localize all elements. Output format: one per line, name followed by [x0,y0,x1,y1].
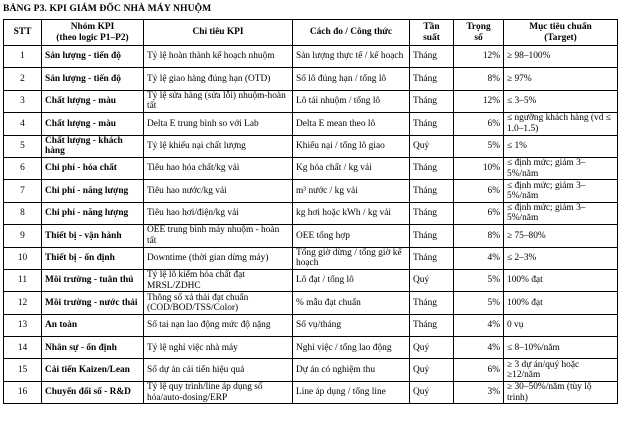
header-stt: STT [4,20,42,46]
cell-method: Nghỉ việc / tổng lao động [293,337,410,359]
cell-target: ≤ 3–5% [504,90,618,112]
cell-weight: 6% [454,180,504,202]
cell-group: Môi trường - tuân thủ [42,269,144,291]
table-row [4,90,618,112]
cell-stt: 9 [4,225,42,247]
table-row [4,337,618,359]
cell-kpi: Tỷ lệ sửa hàng (sửa lỗi) nhuộm-hoàn tất [144,90,293,112]
cell-freq: Tháng [410,90,454,112]
cell-kpi: Tỷ lệ quy trình/line áp dụng số hóa/auto-dosing/ERP [144,381,293,403]
cell-group: Chuyển đổi số - R&D [42,381,144,403]
header-row [4,20,618,46]
cell-freq: Quý [410,381,454,403]
cell-kpi: Tiêu hao nước/kg vải [144,180,293,202]
cell-group: Chi phí - hóa chất [42,157,144,179]
cell-kpi: Tỷ lệ giao hàng đúng hạn (OTD) [144,68,293,90]
cell-group: An toàn [42,314,144,336]
table-row [4,381,618,403]
cell-group: Chi phí - năng lượng [42,202,144,224]
cell-weight: 5% [454,135,504,157]
table-row [4,157,618,179]
cell-kpi: Tiêu hao hơi/điện/kg vải [144,202,293,224]
cell-method: OEE tổng hợp [293,225,410,247]
header-method: Cách đo / Công thức [293,20,410,46]
cell-method: Số vụ/tháng [293,314,410,336]
cell-target: ≤ ngưỡng khách hàng (vd ≤ 1.0–1.5) [504,113,618,135]
cell-weight: 5% [454,269,504,291]
cell-target: 0 vụ [504,314,618,336]
cell-stt: 8 [4,202,42,224]
cell-kpi: Số tai nạn lao động mức độ nặng [144,314,293,336]
cell-group: Sản lượng - tiến độ [42,46,144,68]
cell-method: Lô tái nhuộm / tổng lô [293,90,410,112]
cell-target: ≥ 75–80% [504,225,618,247]
header-target [504,20,618,46]
cell-kpi: Downtime (thời gian dừng máy) [144,247,293,269]
table-row [4,314,618,336]
header-weight-line2: số [474,32,483,43]
cell-freq: Quý [410,337,454,359]
cell-target: 100% đạt [504,292,618,314]
cell-weight: 4% [454,337,504,359]
cell-group: Cải tiến Kaizen/Lean [42,359,144,381]
cell-stt: 11 [4,269,42,291]
cell-freq: Tháng [410,225,454,247]
header-freq-line1: Tần [423,22,440,33]
cell-method: % mẫu đạt chuẩn [293,292,410,314]
table-row [4,225,618,247]
cell-group: Chi phí - năng lượng [42,180,144,202]
cell-freq: Quý [410,269,454,291]
cell-method: Khiếu nại / tổng lô giao [293,135,410,157]
cell-stt: 5 [4,135,42,157]
cell-group: Sản lượng - tiến độ [42,68,144,90]
cell-target: ≤ 2–3% [504,247,618,269]
cell-target: ≤ định mức; giảm 3–5%/năm [504,157,618,179]
header-weight-line1: Trọng [466,22,491,33]
cell-method: Delta E mean theo lô [293,113,410,135]
kpi-table [3,19,618,404]
header-freq [410,20,454,46]
cell-method: Line áp dụng / tổng line [293,381,410,403]
cell-freq: Tháng [410,202,454,224]
cell-weight: 12% [454,46,504,68]
cell-freq: Tháng [410,157,454,179]
table-row [4,247,618,269]
header-group-line1: Nhóm KPI [70,22,115,33]
cell-target: ≥ 98–100% [504,46,618,68]
cell-group: Nhân sự - ổn định [42,337,144,359]
cell-weight: 12% [454,90,504,112]
cell-weight: 4% [454,314,504,336]
cell-target: 100% đạt [504,269,618,291]
cell-method: Dự án có nghiệm thu [293,359,410,381]
cell-group: Chất lượng - màu [42,90,144,112]
cell-freq: Quý [410,135,454,157]
cell-freq: Tháng [410,292,454,314]
cell-method: m³ nước / kg vải [293,180,410,202]
cell-method: Tổng giờ dừng / tổng giờ kế hoạch [293,247,410,269]
cell-kpi: Tỷ lệ nghỉ việc nhà máy [144,337,293,359]
cell-method: Số lô đúng hạn / tổng lô [293,68,410,90]
cell-target: ≥ 3 dự án/quý hoặc ≥12/năm [504,359,618,381]
table-row [4,202,618,224]
cell-target: ≥ 30–50%/năm (tùy lộ trình) [504,381,618,403]
cell-method: Kg hóa chất / kg vải [293,157,410,179]
cell-kpi: OEE trung bình máy nhuộm - hoàn tất [144,225,293,247]
cell-freq: Tháng [410,180,454,202]
table-row [4,292,618,314]
cell-method: Sản lượng thực tế / kế hoạch [293,46,410,68]
cell-freq: Tháng [410,46,454,68]
cell-weight: 6% [454,113,504,135]
cell-stt: 15 [4,359,42,381]
cell-stt: 3 [4,90,42,112]
cell-kpi: Tỷ lệ hoàn thành kế hoạch nhuộm [144,46,293,68]
table-row [4,113,618,135]
cell-weight: 5% [454,292,504,314]
cell-freq: Tháng [410,247,454,269]
header-group [42,20,144,46]
cell-group: Môi trường - nước thải [42,292,144,314]
table-row [4,180,618,202]
cell-weight: 4% [454,247,504,269]
cell-kpi: Số dự án cải tiến hiệu quả [144,359,293,381]
header-target-line2: (Target) [544,32,577,43]
cell-stt: 16 [4,381,42,403]
cell-weight: 3% [454,381,504,403]
cell-group: Chất lượng - khách hàng [42,135,144,157]
cell-kpi: Thông số xả thải đạt chuẩn (COD/BOD/TSS/Color) [144,292,293,314]
cell-stt: 6 [4,157,42,179]
header-weight [454,20,504,46]
cell-freq: Tháng [410,68,454,90]
cell-kpi: Tỷ lệ khiếu nại chất lượng [144,135,293,157]
cell-group: Chất lượng - màu [42,113,144,135]
cell-target: ≤ định mức; giảm 3–5%/năm [504,180,618,202]
cell-group: Thiết bị - vận hành [42,225,144,247]
header-group-line2: (theo logic P1–P2) [56,32,129,43]
cell-target: ≤ 8–10%/năm [504,337,618,359]
cell-target: ≤ 1% [504,135,618,157]
cell-target: ≤ định mức; giảm 3–5%/năm [504,202,618,224]
cell-freq: Tháng [410,314,454,336]
cell-freq: Quý [410,359,454,381]
cell-stt: 7 [4,180,42,202]
cell-weight: 8% [454,68,504,90]
cell-method: Lô đạt / tổng lô [293,269,410,291]
header-kpi: Chỉ tiêu KPI [144,20,293,46]
table-row [4,269,618,291]
cell-kpi: Tỷ lệ lô kiểm hóa chất đạt MRSL/ZDHC [144,269,293,291]
cell-method: kg hơi hoặc kWh / kg vải [293,202,410,224]
table-row [4,135,618,157]
cell-weight: 10% [454,157,504,179]
header-target-line1: Mục tiêu chuẩn [529,22,592,33]
cell-stt: 2 [4,68,42,90]
cell-stt: 14 [4,337,42,359]
cell-target: ≥ 97% [504,68,618,90]
cell-group: Thiết bị - ổn định [42,247,144,269]
header-freq-line2: suất [423,32,440,43]
table-caption: BẢNG P3. KPI GIÁM ĐỐC NHÀ MÁY NHUỘM [3,3,212,14]
cell-freq: Tháng [410,113,454,135]
cell-stt: 1 [4,46,42,68]
table-row [4,68,618,90]
cell-weight: 6% [454,359,504,381]
cell-kpi: Delta E trung bình so với Lab [144,113,293,135]
cell-stt: 13 [4,314,42,336]
table-row [4,359,618,381]
cell-weight: 6% [454,202,504,224]
table-row [4,46,618,68]
cell-stt: 12 [4,292,42,314]
cell-weight: 8% [454,225,504,247]
cell-kpi: Tiêu hao hóa chất/kg vải [144,157,293,179]
cell-stt: 10 [4,247,42,269]
cell-stt: 4 [4,113,42,135]
